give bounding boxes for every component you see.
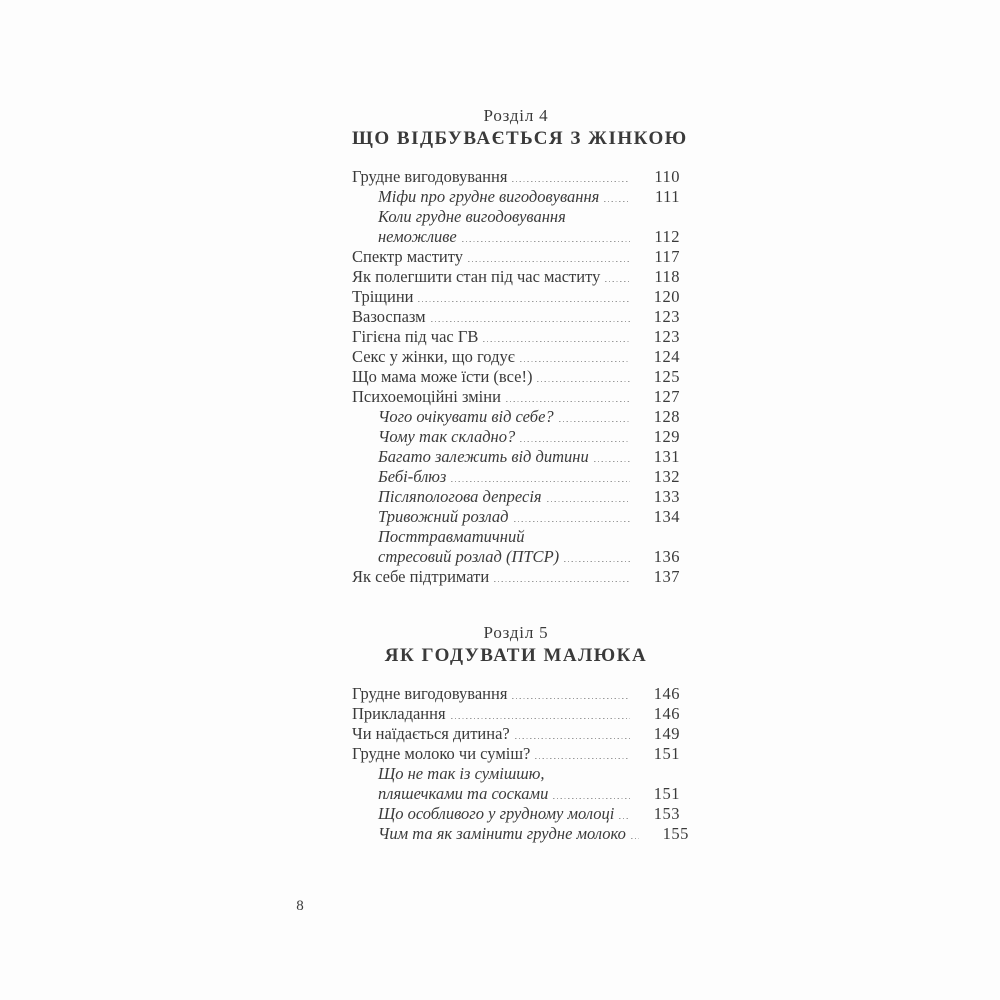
toc-entry-title: Міфи про грудне вигодовування: [378, 187, 600, 206]
dot-leader: [520, 361, 630, 362]
dot-leader: [530, 541, 631, 542]
toc-entry-title: Грудне вигодовування: [352, 167, 508, 186]
page-number: 8: [296, 898, 304, 914]
toc-entry-page: 149: [653, 724, 680, 743]
toc-entry-page: 111: [654, 187, 680, 206]
toc-entries: [352, 167, 680, 587]
dot-leader: [619, 818, 630, 819]
dot-leader: [535, 758, 630, 759]
dot-leader: [506, 401, 630, 402]
chapter-title: ЯК ГОДУВАТИ МАЛЮКА: [384, 645, 648, 666]
toc-entry: [352, 487, 680, 507]
toc-entry: [352, 347, 680, 367]
toc-entry: [352, 824, 689, 844]
toc-entry-page: 118: [654, 267, 680, 286]
toc-entry-title: неможливе: [378, 227, 457, 246]
toc-entry: [352, 467, 680, 487]
dot-leader: [494, 581, 630, 582]
toc-entry: [352, 447, 680, 467]
toc-entry-page: 146: [653, 684, 680, 703]
dot-leader: [564, 561, 630, 562]
dot-leader: [512, 181, 630, 182]
chapter-title: ЩО ВІДБУВАЄТЬСЯ З ЖІНКОЮ: [352, 128, 688, 149]
toc-entry-page: 110: [654, 167, 680, 186]
dot-leader: [462, 241, 630, 242]
toc-entry-page: 112: [654, 227, 680, 246]
toc-entry-page: 123: [653, 307, 680, 326]
toc-entry-page: 124: [653, 347, 680, 366]
toc-entry-title: Багато залежить від дитини: [378, 447, 589, 466]
chapter-label: Розділ 5: [483, 623, 549, 642]
toc-entry-title: Що мама може їсти (все!): [352, 367, 533, 386]
toc-entry-title: Що особливого у грудному молоці: [378, 804, 615, 823]
toc-entry-page: 131: [653, 447, 680, 466]
table-of-contents: [352, 106, 689, 844]
toc-entry-page: 120: [653, 287, 680, 306]
toc-entry: [352, 247, 680, 267]
toc-entry-page: 117: [654, 247, 680, 266]
dot-leader: [515, 738, 630, 739]
toc-entry: [352, 744, 680, 764]
toc-entry-title: Тріщини: [352, 287, 414, 306]
toc-entry-title: Тривожний розлад: [378, 507, 509, 526]
toc-entry: [352, 567, 680, 587]
dot-leader: [631, 838, 639, 839]
toc-entry-title: Грудне вигодовування: [352, 684, 508, 703]
toc-entry: [352, 267, 680, 287]
toc-entry-title: Чому так складно?: [378, 427, 516, 446]
toc-entry-title: Чим та як замінити грудне молоко: [378, 824, 626, 843]
toc-entry-page: 132: [653, 467, 680, 486]
toc-entry-title: Секс у жінки, що годує: [352, 347, 515, 366]
chapter-label: Розділ 4: [483, 106, 549, 125]
toc-entry: [352, 724, 680, 744]
toc-entry: [352, 527, 680, 547]
toc-entry: [352, 207, 680, 227]
toc-section: [352, 623, 689, 844]
toc-entry: [352, 784, 680, 804]
toc-entry-title: Грудне молоко чи суміш?: [352, 744, 531, 763]
dot-leader: [514, 521, 630, 522]
toc-entry-page: 128: [653, 407, 680, 426]
toc-entry-title: Як полегшити стан під час маститу: [352, 267, 601, 286]
toc-entry: [352, 367, 680, 387]
dot-leader: [431, 321, 630, 322]
toc-entry-page: 153: [653, 804, 680, 823]
dot-leader: [520, 441, 630, 442]
toc-entry-title: Що не так із сумішшю,: [378, 764, 545, 783]
toc-entry: [352, 287, 680, 307]
dot-leader: [605, 281, 630, 282]
toc-entry-title: Посттравматичний: [378, 527, 525, 546]
toc-entry-title: Гігієна під час ГВ: [352, 327, 479, 346]
toc-entry-page: 155: [662, 824, 689, 843]
toc-entry: [352, 427, 680, 447]
toc-entry-title: Спектр маститу: [352, 247, 464, 266]
toc-entry-title: Коли грудне вигодовування: [378, 207, 566, 226]
toc-entry-page: 127: [653, 387, 680, 406]
toc-entry-title: Чи наїдається дитина?: [352, 724, 510, 743]
toc-entry-page: 129: [653, 427, 680, 446]
toc-entry: [352, 407, 680, 427]
toc-entry-page: 151: [653, 744, 680, 763]
toc-entry-page: 134: [653, 507, 680, 526]
toc-entry-page: 151: [653, 784, 680, 803]
toc-entry-title: Вазоспазм: [352, 307, 426, 326]
dot-leader: [451, 481, 630, 482]
dot-leader: [559, 421, 630, 422]
toc-entry: [352, 704, 680, 724]
toc-entry-title: пляшечками та сосками: [378, 784, 549, 803]
dot-leader: [483, 341, 630, 342]
dot-leader: [512, 698, 630, 699]
toc-entry-page: 123: [653, 327, 680, 346]
toc-entry: [352, 764, 680, 784]
toc-entry-title: Психоемоційні зміни: [352, 387, 501, 406]
toc-entry: [352, 547, 680, 567]
toc-entry-page: 137: [653, 567, 680, 586]
toc-entry: [352, 167, 680, 187]
toc-entry-page: 146: [653, 704, 680, 723]
toc-entry: [352, 684, 680, 704]
toc-entry-page: 136: [653, 547, 680, 566]
toc-entry: [352, 507, 680, 527]
toc-entry: [352, 187, 680, 207]
toc-entry-title: Післяпологова депресія: [378, 487, 542, 506]
dot-leader: [418, 301, 630, 302]
dot-leader: [468, 261, 630, 262]
toc-entry-page: 125: [653, 367, 680, 386]
dot-leader: [547, 501, 630, 502]
toc-entry-title: стресовий розлад (ПТСР): [378, 547, 560, 566]
dot-leader: [571, 221, 630, 222]
dot-leader: [451, 718, 630, 719]
toc-section: [352, 106, 688, 587]
dot-leader: [549, 778, 630, 779]
toc-entry-page: 133: [653, 487, 680, 506]
dot-leader: [537, 381, 630, 382]
toc-entry-title: Бебі-блюз: [378, 467, 447, 486]
toc-entry: [352, 387, 680, 407]
toc-entry-title: Чого очікувати від себе?: [378, 407, 554, 426]
toc-entry-title: Прикладання: [352, 704, 446, 723]
toc-entry: [352, 227, 680, 247]
toc-entry: [352, 327, 680, 347]
dot-leader: [553, 798, 630, 799]
toc-entry-title: Як себе підтримати: [352, 567, 490, 586]
dot-leader: [594, 461, 630, 462]
toc-entry: [352, 307, 680, 327]
toc-entry: [352, 804, 680, 824]
toc-entries: [352, 684, 689, 844]
dot-leader: [604, 201, 630, 202]
